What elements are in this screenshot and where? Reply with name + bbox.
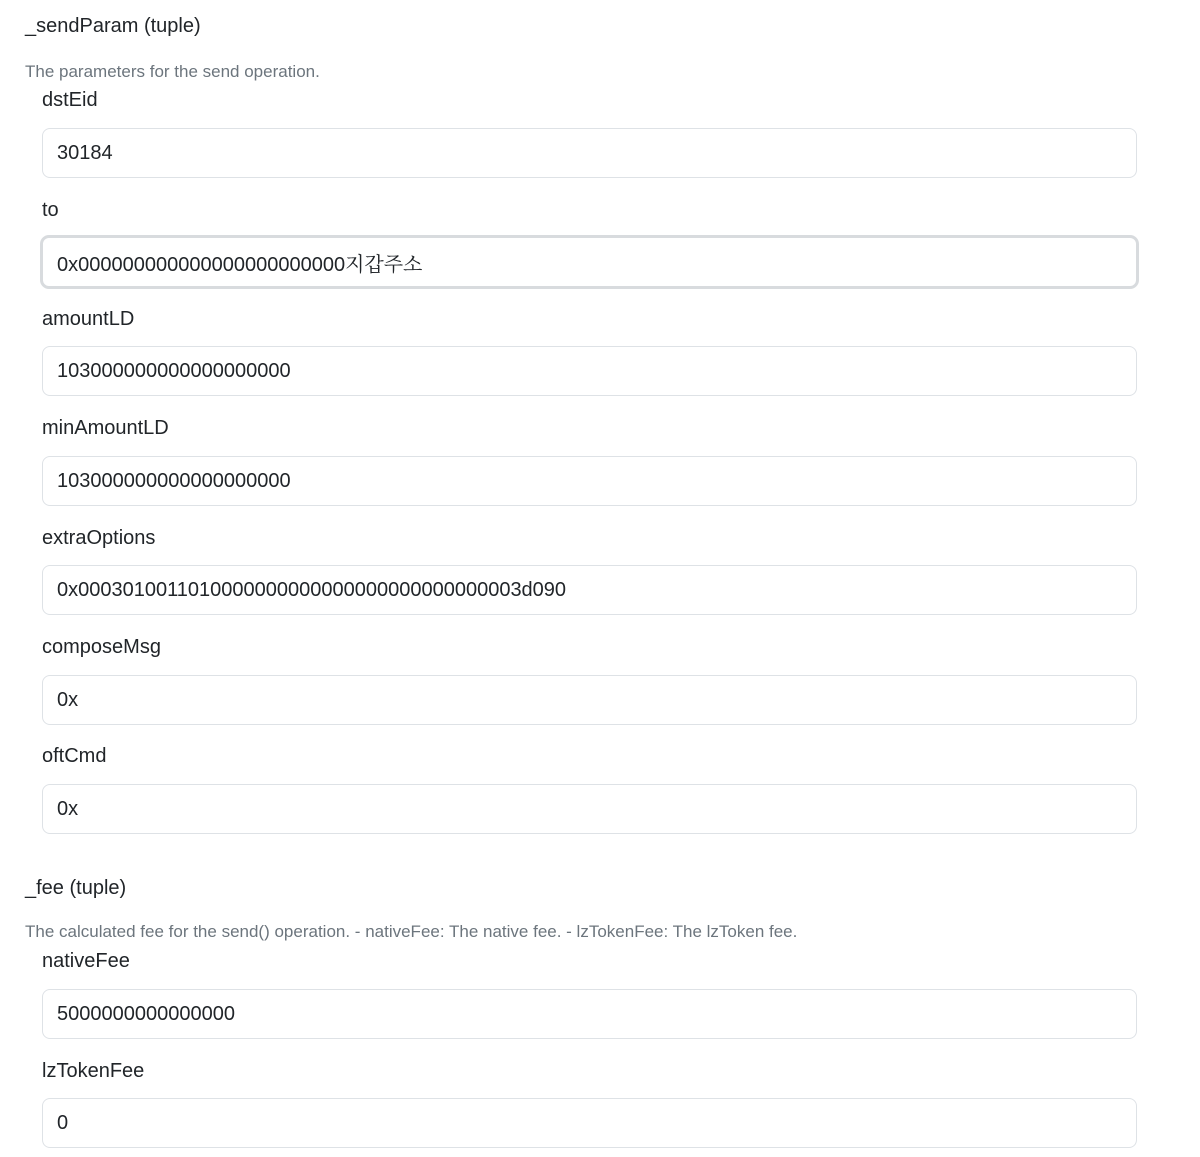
amount-ld-input[interactable] <box>42 346 1137 396</box>
oft-cmd-input[interactable] <box>42 784 1137 834</box>
fee-description: The calculated fee for the send() operation. - nativeFee: The native fee. - lzTokenFee: The lzToken fee. <box>25 922 798 941</box>
to-input[interactable] <box>40 235 1139 289</box>
extra-options-label: extraOptions <box>42 527 156 549</box>
dst-eid-input[interactable] <box>42 128 1137 178</box>
compose-msg-input[interactable] <box>42 675 1137 725</box>
min-amount-ld-label: minAmountLD <box>42 417 169 439</box>
lz-token-fee-label: lzTokenFee <box>42 1060 145 1082</box>
to-label: to <box>42 199 59 221</box>
lz-token-fee-input[interactable] <box>42 1098 1137 1148</box>
extra-options-input[interactable] <box>42 565 1137 615</box>
fee-title: _fee (tuple) <box>25 877 127 899</box>
send-param-title: _sendParam (tuple) <box>25 15 201 37</box>
send-param-description: The parameters for the send operation. <box>25 62 320 81</box>
native-fee-input[interactable] <box>42 989 1137 1039</box>
oft-cmd-label: oftCmd <box>42 745 107 767</box>
compose-msg-label: composeMsg <box>42 636 161 658</box>
dst-eid-label: dstEid <box>42 89 98 111</box>
native-fee-label: nativeFee <box>42 950 130 972</box>
amount-ld-label: amountLD <box>42 308 135 330</box>
min-amount-ld-input[interactable] <box>42 456 1137 506</box>
